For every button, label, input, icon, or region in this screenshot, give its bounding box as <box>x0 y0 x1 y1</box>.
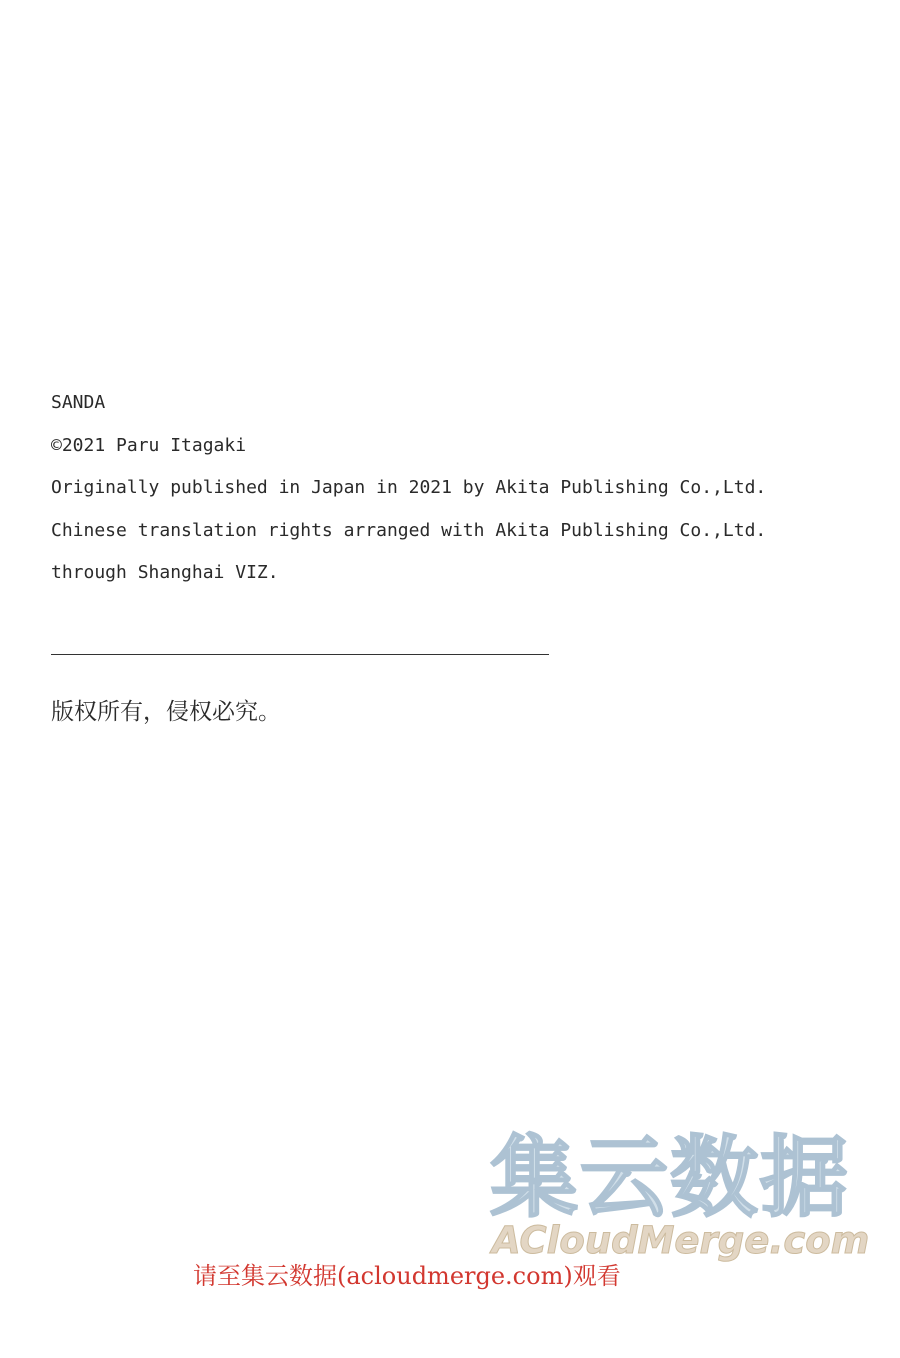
source-link[interactable]: 请至集云数据(acloudmerge.com)观看 <box>193 1262 621 1290</box>
copyright-notice: ©2021 Paru Itagaki <box>51 434 247 456</box>
divider-line <box>51 654 549 655</box>
copyright-block <box>51 382 851 595</box>
publication-statement: Originally published in Japan in 2021 by Akita Publishing Co.,Ltd. <box>51 477 767 499</box>
translation-rights-statement: Chinese translation rights arranged with Akita Publishing Co.,Ltd. <box>51 519 767 541</box>
rights-reserved-notice: 版权所有，侵权必究。 <box>51 699 281 725</box>
watermark-chinese-text: 集云数据 <box>490 1126 851 1229</box>
watermark-english-text: ACloudMerge.com <box>492 1219 870 1262</box>
watermark-logo <box>490 1128 890 1268</box>
series-title: SANDA <box>51 392 106 413</box>
agency-statement: through Shanghai VIZ. <box>51 562 279 584</box>
